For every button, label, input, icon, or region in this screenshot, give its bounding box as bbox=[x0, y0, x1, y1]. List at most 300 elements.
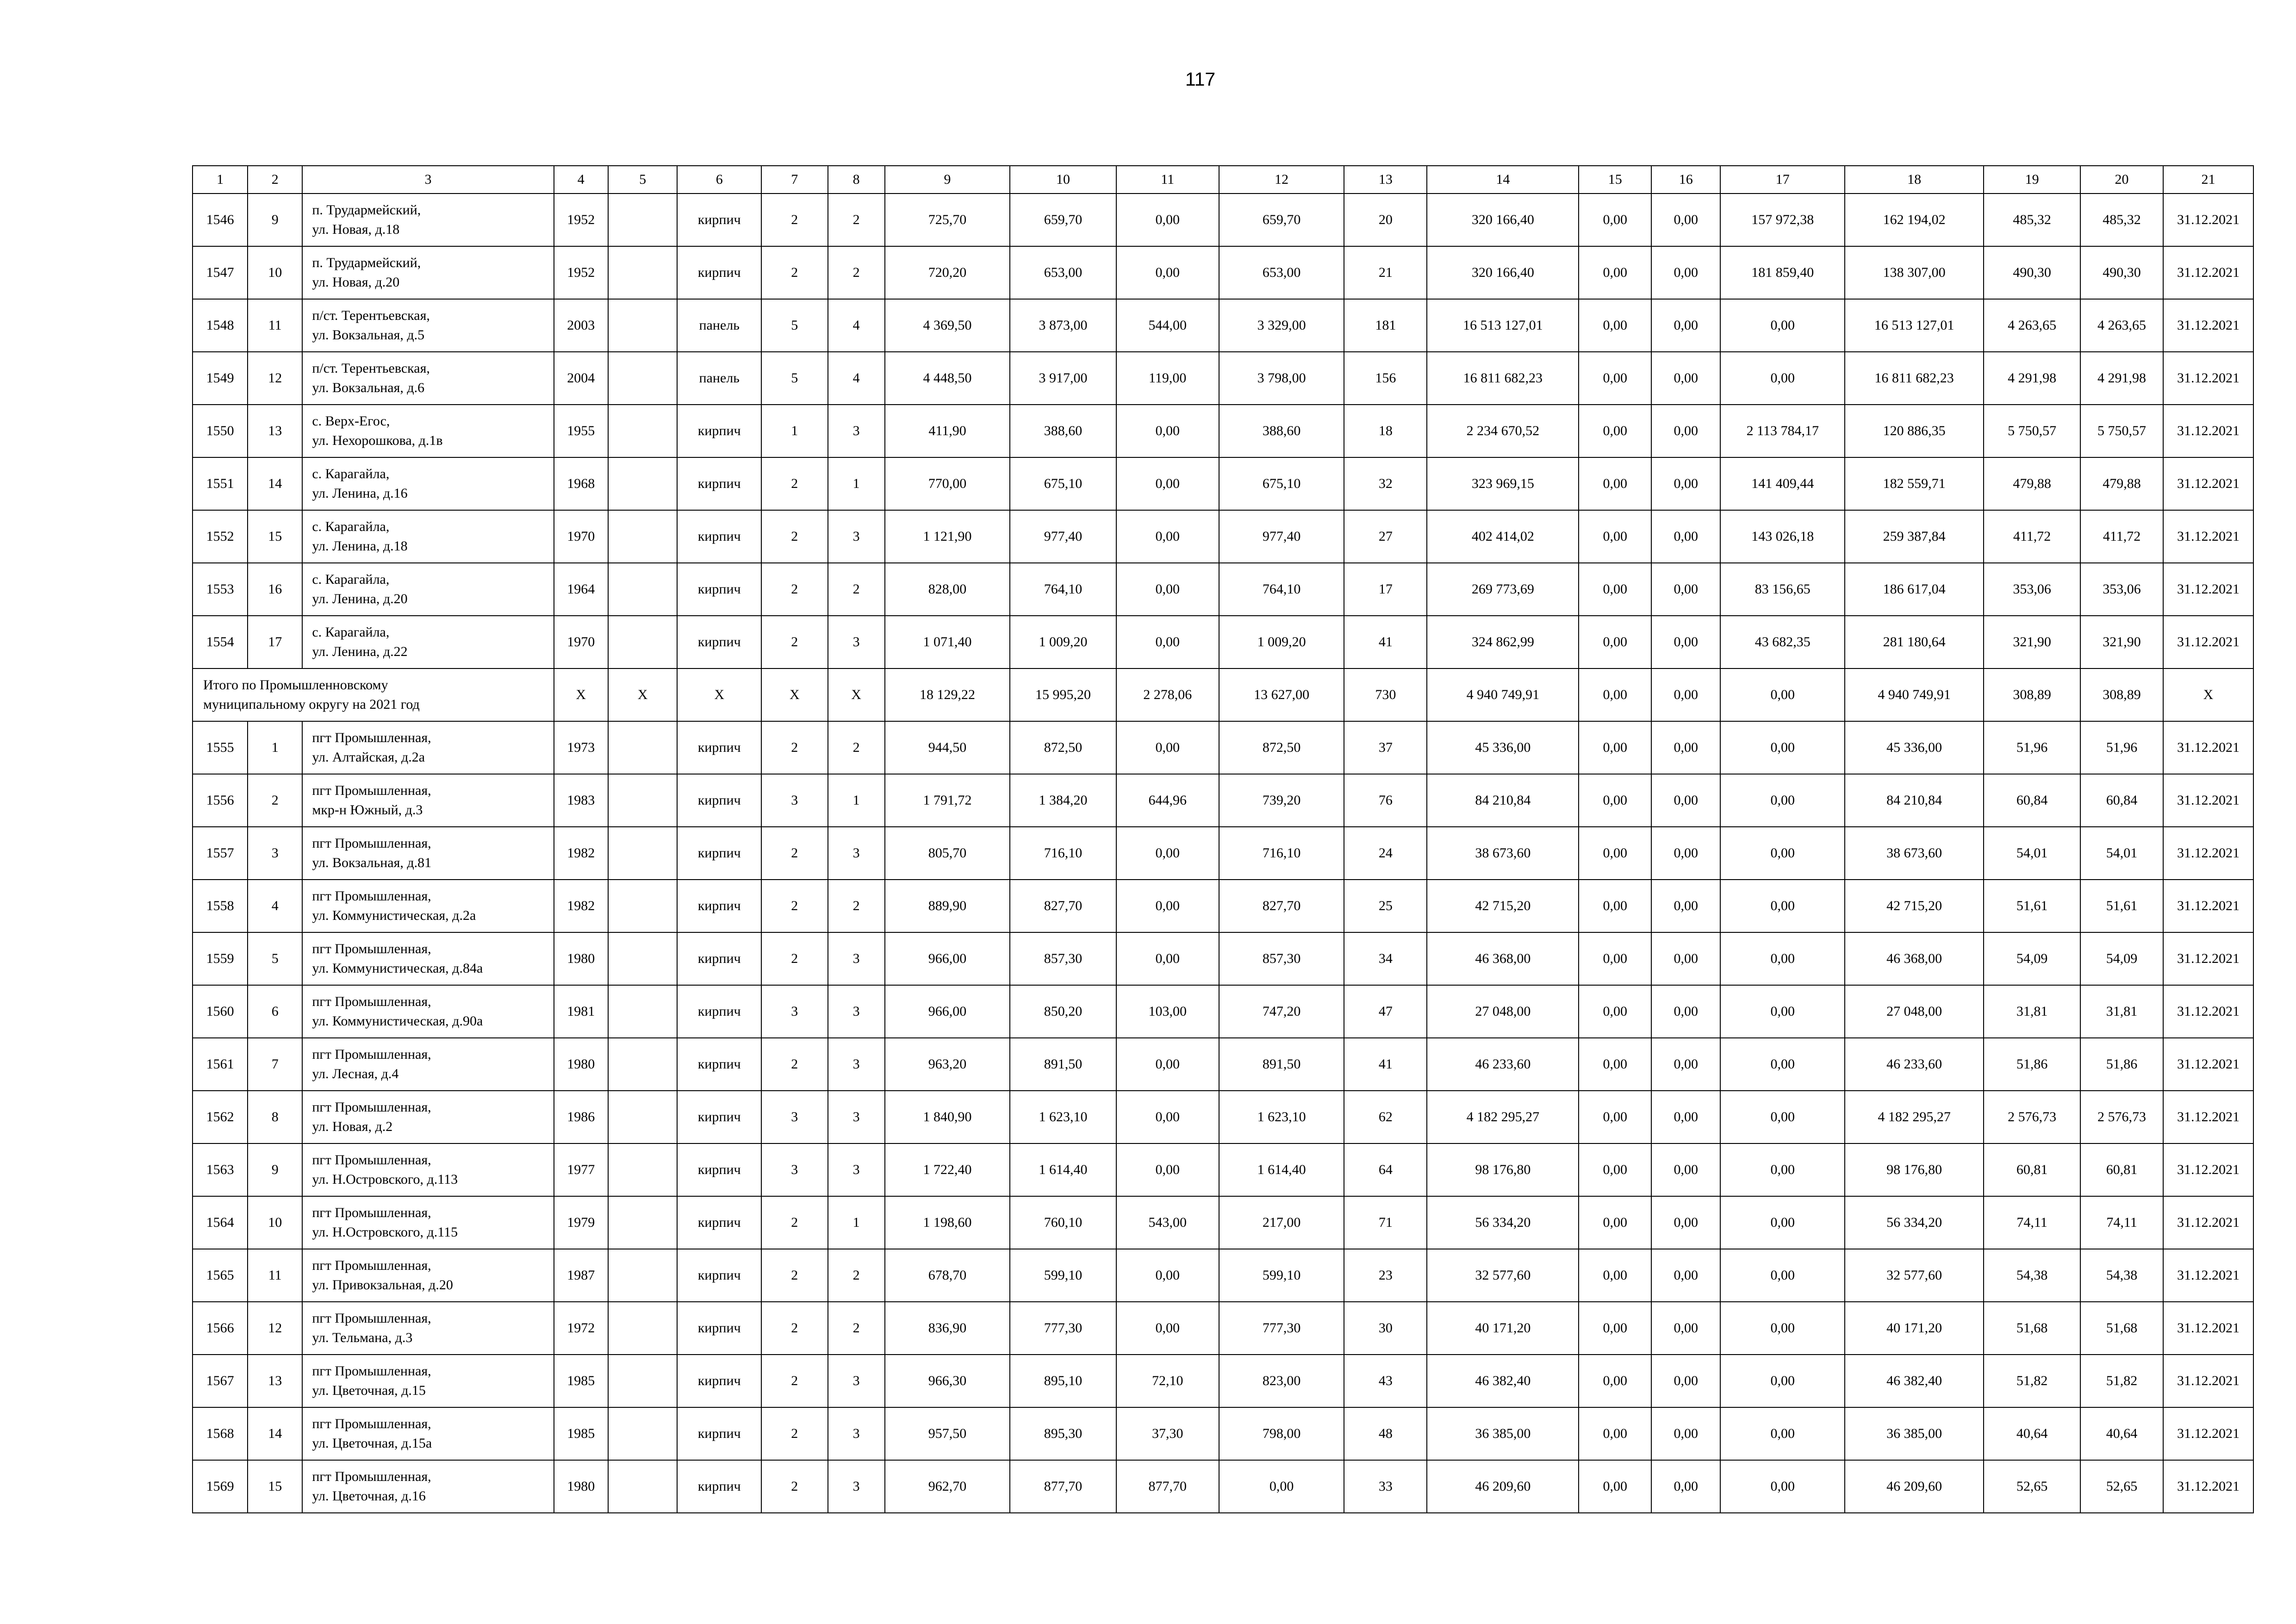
residents-cell: 64 bbox=[1344, 1143, 1427, 1196]
entrances-cell: 1 bbox=[828, 774, 885, 827]
col15-cell: 0,00 bbox=[1579, 457, 1651, 510]
col19-cell: 54,38 bbox=[1984, 1249, 2080, 1302]
table-row bbox=[193, 1091, 2253, 1143]
col18-cell: 4 182 295,27 bbox=[1845, 1091, 1984, 1143]
table-row bbox=[193, 1460, 2253, 1513]
entrances-cell: 2 bbox=[828, 721, 885, 774]
address-cell bbox=[302, 299, 554, 352]
address-line-1: пгт Промышленная, bbox=[312, 1469, 431, 1484]
col12-cell: 764,10 bbox=[1219, 563, 1344, 616]
entrances-cell: 2 bbox=[828, 1249, 885, 1302]
living-area-cell: 777,30 bbox=[1010, 1302, 1116, 1355]
table-row bbox=[193, 299, 2253, 352]
col5-cell bbox=[608, 880, 677, 932]
table-body bbox=[193, 166, 2253, 1513]
col19-cell: 411,72 bbox=[1984, 510, 2080, 563]
column-number-header: 11 bbox=[1116, 166, 1219, 194]
col19-cell: 479,88 bbox=[1984, 457, 2080, 510]
floors-cell: 2 bbox=[761, 827, 828, 880]
address-cell bbox=[302, 246, 554, 299]
address-cell bbox=[302, 932, 554, 985]
address-line-1: с. Карагайла, bbox=[312, 519, 390, 534]
entrances-cell: 3 bbox=[828, 932, 885, 985]
col11-cell: 37,30 bbox=[1116, 1407, 1219, 1460]
total-c20-cell: 308,89 bbox=[2080, 668, 2163, 721]
floors-cell: 2 bbox=[761, 1407, 828, 1460]
total-area-cell: 966,00 bbox=[885, 985, 1010, 1038]
address-line-1: п. Трудармейский, bbox=[312, 255, 421, 270]
col15-cell: 0,00 bbox=[1579, 1196, 1651, 1249]
address-line-2: ул. Привокзальная, д.20 bbox=[312, 1277, 453, 1293]
row-number-cell: 1551 bbox=[193, 457, 248, 510]
address-line-2: ул. Тельмана, д.3 bbox=[312, 1330, 413, 1345]
living-area-cell: 877,70 bbox=[1010, 1460, 1116, 1513]
col20-cell: 411,72 bbox=[2080, 510, 2163, 563]
address-line-2: ул. Новая, д.20 bbox=[312, 275, 400, 290]
row-number-cell: 1561 bbox=[193, 1038, 248, 1091]
cost-total-cell: 46 209,60 bbox=[1427, 1460, 1579, 1513]
total-c21-cell: X bbox=[2163, 668, 2253, 721]
address-line-1: с. Карагайла, bbox=[312, 572, 390, 587]
col20-cell: 490,30 bbox=[2080, 246, 2163, 299]
col12-cell: 3 798,00 bbox=[1219, 352, 1344, 405]
address-line-2: мкр-н Южный, д.3 bbox=[312, 802, 423, 818]
col5-cell bbox=[608, 1038, 677, 1091]
planned-date-cell: 31.12.2021 bbox=[2163, 510, 2253, 563]
local-number-cell: 13 bbox=[248, 405, 302, 457]
row-number-cell: 1552 bbox=[193, 510, 248, 563]
col18-cell: 27 048,00 bbox=[1845, 985, 1984, 1038]
entrances-cell: 4 bbox=[828, 352, 885, 405]
build-year-cell: 1985 bbox=[554, 1407, 608, 1460]
col16-cell: 0,00 bbox=[1651, 405, 1720, 457]
column-number-header: 9 bbox=[885, 166, 1010, 194]
address-line-2: ул. Алтайская, д.2а bbox=[312, 750, 425, 765]
col12-cell: 217,00 bbox=[1219, 1196, 1344, 1249]
col16-cell: 0,00 bbox=[1651, 457, 1720, 510]
column-number-header: 8 bbox=[828, 166, 885, 194]
floors-cell: 2 bbox=[761, 1302, 828, 1355]
planned-date-cell: 31.12.2021 bbox=[2163, 1407, 2253, 1460]
column-number-header: 20 bbox=[2080, 166, 2163, 194]
col18-cell: 16 811 682,23 bbox=[1845, 352, 1984, 405]
planned-date-cell: 31.12.2021 bbox=[2163, 774, 2253, 827]
col12-cell: 3 329,00 bbox=[1219, 299, 1344, 352]
col12-cell: 977,40 bbox=[1219, 510, 1344, 563]
col17-cell: 0,00 bbox=[1720, 1355, 1845, 1407]
col5-cell bbox=[608, 985, 677, 1038]
col15-cell: 0,00 bbox=[1579, 1355, 1651, 1407]
living-area-cell: 891,50 bbox=[1010, 1038, 1116, 1091]
col19-cell: 51,61 bbox=[1984, 880, 2080, 932]
living-area-cell: 653,00 bbox=[1010, 246, 1116, 299]
local-number-cell: 16 bbox=[248, 563, 302, 616]
col20-cell: 353,06 bbox=[2080, 563, 2163, 616]
total-c14-cell: 4 940 749,91 bbox=[1427, 668, 1579, 721]
col11-cell: 543,00 bbox=[1116, 1196, 1219, 1249]
col19-cell: 490,30 bbox=[1984, 246, 2080, 299]
planned-date-cell: 31.12.2021 bbox=[2163, 1038, 2253, 1091]
address-cell bbox=[302, 1196, 554, 1249]
floors-cell: 2 bbox=[761, 1460, 828, 1513]
entrances-cell: 3 bbox=[828, 616, 885, 668]
col15-cell: 0,00 bbox=[1579, 1091, 1651, 1143]
col16-cell: 0,00 bbox=[1651, 563, 1720, 616]
address-line-1: пгт Промышленная, bbox=[312, 1047, 431, 1062]
table-row bbox=[193, 932, 2253, 985]
column-number-header: 10 bbox=[1010, 166, 1116, 194]
entrances-cell: 1 bbox=[828, 1196, 885, 1249]
column-number-row bbox=[193, 166, 2253, 194]
row-number-cell: 1562 bbox=[193, 1091, 248, 1143]
col18-cell: 281 180,64 bbox=[1845, 616, 1984, 668]
column-number-header: 3 bbox=[302, 166, 554, 194]
table-row bbox=[193, 1302, 2253, 1355]
build-year-cell: 1977 bbox=[554, 1143, 608, 1196]
col11-cell: 0,00 bbox=[1116, 1143, 1219, 1196]
local-number-cell: 15 bbox=[248, 1460, 302, 1513]
floors-cell: 3 bbox=[761, 1091, 828, 1143]
planned-date-cell: 31.12.2021 bbox=[2163, 194, 2253, 246]
residents-cell: 17 bbox=[1344, 563, 1427, 616]
address-line-1: пгт Промышленная, bbox=[312, 1416, 431, 1431]
total-c9-cell: 18 129,22 bbox=[885, 668, 1010, 721]
address-line-1: пгт Промышленная, bbox=[312, 888, 431, 904]
col12-cell: 827,70 bbox=[1219, 880, 1344, 932]
residents-cell: 41 bbox=[1344, 1038, 1427, 1091]
col18-cell: 36 385,00 bbox=[1845, 1407, 1984, 1460]
col18-cell: 138 307,00 bbox=[1845, 246, 1984, 299]
wall-material-cell: панель bbox=[677, 299, 761, 352]
local-number-cell: 7 bbox=[248, 1038, 302, 1091]
column-number-header: 16 bbox=[1651, 166, 1720, 194]
living-area-cell: 1 009,20 bbox=[1010, 616, 1116, 668]
address-line-1: п/ст. Терентьевская, bbox=[312, 361, 430, 376]
residents-cell: 37 bbox=[1344, 721, 1427, 774]
address-cell bbox=[302, 1407, 554, 1460]
row-number-cell: 1548 bbox=[193, 299, 248, 352]
build-year-cell: 2004 bbox=[554, 352, 608, 405]
total-c18-cell: 4 940 749,91 bbox=[1845, 668, 1984, 721]
col20-cell: 2 576,73 bbox=[2080, 1091, 2163, 1143]
planned-date-cell: 31.12.2021 bbox=[2163, 1302, 2253, 1355]
wall-material-cell: кирпич bbox=[677, 510, 761, 563]
col15-cell: 0,00 bbox=[1579, 932, 1651, 985]
col20-cell: 4 291,98 bbox=[2080, 352, 2163, 405]
column-number-header: 13 bbox=[1344, 166, 1427, 194]
col5-cell bbox=[608, 1249, 677, 1302]
col5-cell bbox=[608, 510, 677, 563]
total-area-cell: 4 448,50 bbox=[885, 352, 1010, 405]
col15-cell: 0,00 bbox=[1579, 1143, 1651, 1196]
col16-cell: 0,00 bbox=[1651, 1249, 1720, 1302]
total-c15-cell: 0,00 bbox=[1579, 668, 1651, 721]
floors-cell: 3 bbox=[761, 774, 828, 827]
wall-material-cell: кирпич bbox=[677, 1196, 761, 1249]
col18-cell: 46 209,60 bbox=[1845, 1460, 1984, 1513]
local-number-cell: 14 bbox=[248, 457, 302, 510]
total-area-cell: 1 722,40 bbox=[885, 1143, 1010, 1196]
col11-cell: 0,00 bbox=[1116, 932, 1219, 985]
address-line-1: пгт Промышленная, bbox=[312, 1258, 431, 1273]
col18-cell: 98 176,80 bbox=[1845, 1143, 1984, 1196]
wall-material-cell: кирпич bbox=[677, 721, 761, 774]
floors-cell: 2 bbox=[761, 932, 828, 985]
table-row bbox=[193, 880, 2253, 932]
col16-cell: 0,00 bbox=[1651, 1091, 1720, 1143]
total-area-cell: 678,70 bbox=[885, 1249, 1010, 1302]
row-number-cell: 1568 bbox=[193, 1407, 248, 1460]
column-number-header: 17 bbox=[1720, 166, 1845, 194]
col19-cell: 60,84 bbox=[1984, 774, 2080, 827]
col17-cell: 0,00 bbox=[1720, 774, 1845, 827]
planned-date-cell: 31.12.2021 bbox=[2163, 721, 2253, 774]
planned-date-cell: 31.12.2021 bbox=[2163, 1143, 2253, 1196]
address-line-1: пгт Промышленная, bbox=[312, 836, 431, 851]
column-number-header: 2 bbox=[248, 166, 302, 194]
col5-cell bbox=[608, 1143, 677, 1196]
cost-total-cell: 46 382,40 bbox=[1427, 1355, 1579, 1407]
entrances-cell: 2 bbox=[828, 563, 885, 616]
col19-cell: 51,82 bbox=[1984, 1355, 2080, 1407]
cost-total-cell: 402 414,02 bbox=[1427, 510, 1579, 563]
living-area-cell: 764,10 bbox=[1010, 563, 1116, 616]
col5-cell bbox=[608, 1460, 677, 1513]
build-year-cell: 1973 bbox=[554, 721, 608, 774]
col5-cell bbox=[608, 774, 677, 827]
col16-cell: 0,00 bbox=[1651, 194, 1720, 246]
col12-cell: 1 009,20 bbox=[1219, 616, 1344, 668]
entrances-cell: 3 bbox=[828, 1091, 885, 1143]
col15-cell: 0,00 bbox=[1579, 985, 1651, 1038]
entrances-cell: 3 bbox=[828, 510, 885, 563]
cost-total-cell: 323 969,15 bbox=[1427, 457, 1579, 510]
address-line-1: пгт Промышленная, bbox=[312, 1311, 431, 1326]
local-number-cell: 1 bbox=[248, 721, 302, 774]
col20-cell: 4 263,65 bbox=[2080, 299, 2163, 352]
col20-cell: 51,96 bbox=[2080, 721, 2163, 774]
col17-cell: 0,00 bbox=[1720, 299, 1845, 352]
row-number-cell: 1565 bbox=[193, 1249, 248, 1302]
planned-date-cell: 31.12.2021 bbox=[2163, 563, 2253, 616]
col19-cell: 31,81 bbox=[1984, 985, 2080, 1038]
col17-cell: 0,00 bbox=[1720, 1302, 1845, 1355]
wall-material-cell: кирпич bbox=[677, 932, 761, 985]
residents-cell: 156 bbox=[1344, 352, 1427, 405]
col5-cell bbox=[608, 457, 677, 510]
table-row bbox=[193, 510, 2253, 563]
total-c8-cell: X bbox=[828, 668, 885, 721]
col20-cell: 51,82 bbox=[2080, 1355, 2163, 1407]
column-number-header: 12 bbox=[1219, 166, 1344, 194]
floors-cell: 5 bbox=[761, 299, 828, 352]
local-number-cell: 4 bbox=[248, 880, 302, 932]
living-area-cell: 857,30 bbox=[1010, 932, 1116, 985]
total-label-line: муниципальному округу на 2021 год bbox=[203, 697, 420, 712]
local-number-cell: 9 bbox=[248, 1143, 302, 1196]
wall-material-cell: кирпич bbox=[677, 1143, 761, 1196]
total-area-cell: 944,50 bbox=[885, 721, 1010, 774]
build-year-cell: 1968 bbox=[554, 457, 608, 510]
col17-cell: 181 859,40 bbox=[1720, 246, 1845, 299]
col20-cell: 485,32 bbox=[2080, 194, 2163, 246]
living-area-cell: 1 614,40 bbox=[1010, 1143, 1116, 1196]
cost-total-cell: 320 166,40 bbox=[1427, 246, 1579, 299]
address-cell bbox=[302, 616, 554, 668]
address-cell bbox=[302, 774, 554, 827]
build-year-cell: 1970 bbox=[554, 616, 608, 668]
cost-total-cell: 42 715,20 bbox=[1427, 880, 1579, 932]
residents-cell: 23 bbox=[1344, 1249, 1427, 1302]
total-label-line: Итого по Промышленновскому bbox=[203, 677, 388, 693]
col20-cell: 54,09 bbox=[2080, 932, 2163, 985]
col20-cell: 54,38 bbox=[2080, 1249, 2163, 1302]
col16-cell: 0,00 bbox=[1651, 1143, 1720, 1196]
wall-material-cell: кирпич bbox=[677, 1407, 761, 1460]
col20-cell: 5 750,57 bbox=[2080, 405, 2163, 457]
col17-cell: 0,00 bbox=[1720, 827, 1845, 880]
entrances-cell: 3 bbox=[828, 1407, 885, 1460]
col5-cell bbox=[608, 616, 677, 668]
total-area-cell: 720,20 bbox=[885, 246, 1010, 299]
address-line-1: пгт Промышленная, bbox=[312, 730, 431, 745]
floors-cell: 2 bbox=[761, 194, 828, 246]
col19-cell: 51,96 bbox=[1984, 721, 2080, 774]
cost-total-cell: 16 811 682,23 bbox=[1427, 352, 1579, 405]
row-number-cell: 1564 bbox=[193, 1196, 248, 1249]
col5-cell bbox=[608, 246, 677, 299]
col11-cell: 0,00 bbox=[1116, 1091, 1219, 1143]
cost-total-cell: 45 336,00 bbox=[1427, 721, 1579, 774]
col5-cell bbox=[608, 827, 677, 880]
living-area-cell: 872,50 bbox=[1010, 721, 1116, 774]
entrances-cell: 3 bbox=[828, 1038, 885, 1091]
address-line-2: ул. Новая, д.18 bbox=[312, 222, 400, 237]
planned-date-cell: 31.12.2021 bbox=[2163, 299, 2253, 352]
col5-cell bbox=[608, 352, 677, 405]
col11-cell: 0,00 bbox=[1116, 616, 1219, 668]
col16-cell: 0,00 bbox=[1651, 510, 1720, 563]
col16-cell: 0,00 bbox=[1651, 1407, 1720, 1460]
col20-cell: 31,81 bbox=[2080, 985, 2163, 1038]
column-number-header: 21 bbox=[2163, 166, 2253, 194]
total-area-cell: 770,00 bbox=[885, 457, 1010, 510]
address-cell bbox=[302, 1038, 554, 1091]
wall-material-cell: кирпич bbox=[677, 246, 761, 299]
col20-cell: 51,86 bbox=[2080, 1038, 2163, 1091]
build-year-cell: 1983 bbox=[554, 774, 608, 827]
total-row bbox=[193, 668, 2253, 721]
col17-cell: 0,00 bbox=[1720, 880, 1845, 932]
col12-cell: 747,20 bbox=[1219, 985, 1344, 1038]
col20-cell: 479,88 bbox=[2080, 457, 2163, 510]
planned-date-cell: 31.12.2021 bbox=[2163, 1249, 2253, 1302]
address-line-1: пгт Промышленная, bbox=[312, 1152, 431, 1168]
col20-cell: 60,84 bbox=[2080, 774, 2163, 827]
floors-cell: 2 bbox=[761, 721, 828, 774]
address-line-2: ул. Ленина, д.22 bbox=[312, 644, 408, 659]
col5-cell bbox=[608, 1196, 677, 1249]
address-cell bbox=[302, 405, 554, 457]
total-c6-cell: X bbox=[677, 668, 761, 721]
col15-cell: 0,00 bbox=[1579, 1302, 1651, 1355]
col12-cell: 1 623,10 bbox=[1219, 1091, 1344, 1143]
local-number-cell: 13 bbox=[248, 1355, 302, 1407]
col11-cell: 0,00 bbox=[1116, 457, 1219, 510]
living-area-cell: 895,10 bbox=[1010, 1355, 1116, 1407]
col19-cell: 353,06 bbox=[1984, 563, 2080, 616]
wall-material-cell: кирпич bbox=[677, 616, 761, 668]
col19-cell: 51,86 bbox=[1984, 1038, 2080, 1091]
living-area-cell: 760,10 bbox=[1010, 1196, 1116, 1249]
col18-cell: 40 171,20 bbox=[1845, 1302, 1984, 1355]
address-line-2: ул. Коммунистическая, д.2а bbox=[312, 908, 476, 923]
address-cell bbox=[302, 721, 554, 774]
total-area-cell: 966,00 bbox=[885, 932, 1010, 985]
column-number-header: 19 bbox=[1984, 166, 2080, 194]
table-row bbox=[193, 194, 2253, 246]
wall-material-cell: кирпич bbox=[677, 880, 761, 932]
build-year-cell: 1952 bbox=[554, 194, 608, 246]
col15-cell: 0,00 bbox=[1579, 299, 1651, 352]
cost-total-cell: 16 513 127,01 bbox=[1427, 299, 1579, 352]
total-area-cell: 957,50 bbox=[885, 1407, 1010, 1460]
col17-cell: 143 026,18 bbox=[1720, 510, 1845, 563]
local-number-cell: 15 bbox=[248, 510, 302, 563]
living-area-cell: 977,40 bbox=[1010, 510, 1116, 563]
col15-cell: 0,00 bbox=[1579, 1038, 1651, 1091]
column-number-header: 18 bbox=[1845, 166, 1984, 194]
total-c11-cell: 2 278,06 bbox=[1116, 668, 1219, 721]
total-c17-cell: 0,00 bbox=[1720, 668, 1845, 721]
col16-cell: 0,00 bbox=[1651, 616, 1720, 668]
col11-cell: 103,00 bbox=[1116, 985, 1219, 1038]
address-cell bbox=[302, 880, 554, 932]
address-line-2: ул. Цветочная, д.15а bbox=[312, 1436, 432, 1451]
address-cell bbox=[302, 1091, 554, 1143]
total-area-cell: 4 369,50 bbox=[885, 299, 1010, 352]
col5-cell bbox=[608, 1091, 677, 1143]
col17-cell: 0,00 bbox=[1720, 1249, 1845, 1302]
col15-cell: 0,00 bbox=[1579, 616, 1651, 668]
row-number-cell: 1566 bbox=[193, 1302, 248, 1355]
col19-cell: 2 576,73 bbox=[1984, 1091, 2080, 1143]
col20-cell: 52,65 bbox=[2080, 1460, 2163, 1513]
residents-cell: 48 bbox=[1344, 1407, 1427, 1460]
wall-material-cell: кирпич bbox=[677, 774, 761, 827]
col11-cell: 0,00 bbox=[1116, 1302, 1219, 1355]
table-row bbox=[193, 827, 2253, 880]
col15-cell: 0,00 bbox=[1579, 510, 1651, 563]
row-number-cell: 1563 bbox=[193, 1143, 248, 1196]
wall-material-cell: кирпич bbox=[677, 1091, 761, 1143]
planned-date-cell: 31.12.2021 bbox=[2163, 616, 2253, 668]
build-year-cell: 1970 bbox=[554, 510, 608, 563]
total-c10-cell: 15 995,20 bbox=[1010, 668, 1116, 721]
col12-cell: 599,10 bbox=[1219, 1249, 1344, 1302]
cost-total-cell: 40 171,20 bbox=[1427, 1302, 1579, 1355]
cost-total-cell: 46 368,00 bbox=[1427, 932, 1579, 985]
col15-cell: 0,00 bbox=[1579, 880, 1651, 932]
living-area-cell: 1 384,20 bbox=[1010, 774, 1116, 827]
col18-cell: 182 559,71 bbox=[1845, 457, 1984, 510]
entrances-cell: 2 bbox=[828, 246, 885, 299]
col19-cell: 60,81 bbox=[1984, 1143, 2080, 1196]
col5-cell bbox=[608, 1355, 677, 1407]
col11-cell: 877,70 bbox=[1116, 1460, 1219, 1513]
col19-cell: 74,11 bbox=[1984, 1196, 2080, 1249]
total-c13-cell: 730 bbox=[1344, 668, 1427, 721]
